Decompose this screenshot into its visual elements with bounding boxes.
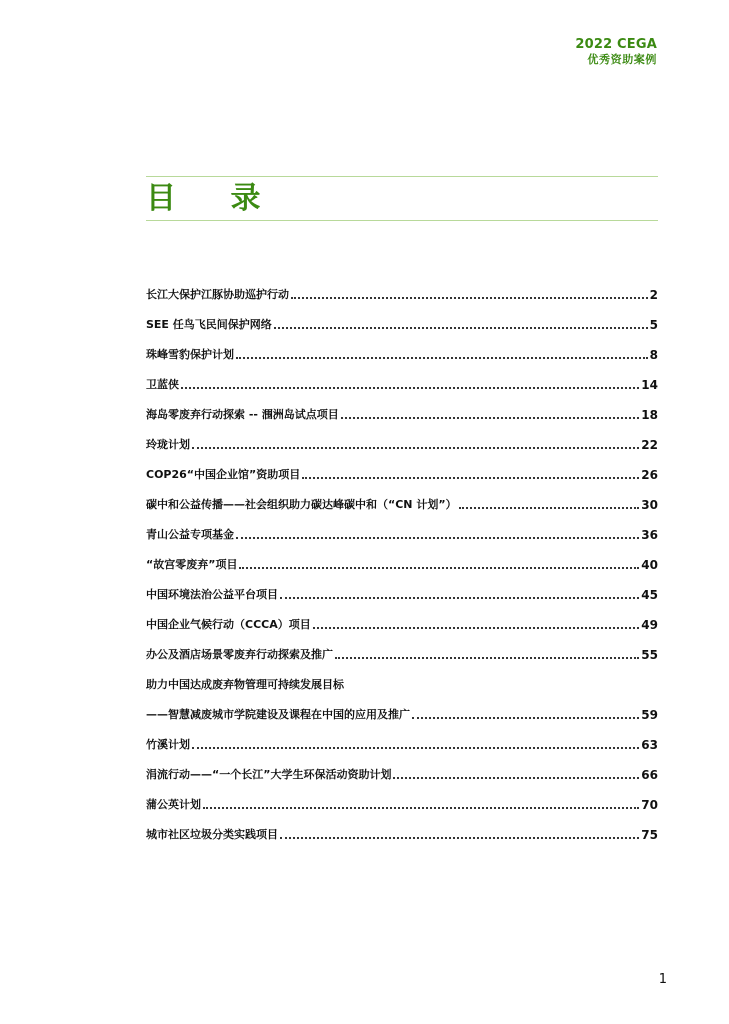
toc-leader-dots [236, 357, 648, 359]
toc-entry-page: 2 [649, 288, 658, 302]
page-number: 1 [658, 972, 667, 987]
toc-entry[interactable] [146, 786, 658, 816]
brand-title: 2022 CEGA [575, 37, 657, 52]
toc-entry[interactable] [146, 576, 658, 606]
toc-leader-dots [393, 777, 639, 779]
toc-entry-page: 14 [641, 378, 658, 392]
toc-entry-page: 18 [641, 408, 658, 422]
title-bottom-rule [146, 220, 658, 221]
toc-entry-page: 55 [641, 648, 658, 662]
toc-entry[interactable] [146, 816, 658, 846]
toc-entry-page: 63 [641, 738, 658, 752]
toc-leader-dots [192, 747, 639, 749]
toc-leader-dots [459, 507, 640, 509]
toc-entry[interactable] [146, 456, 658, 486]
toc-entry-page: 66 [641, 768, 658, 782]
table-of-contents [146, 276, 658, 846]
toc-entry[interactable] [146, 546, 658, 576]
toc-leader-dots [203, 807, 639, 809]
toc-leader-dots [236, 537, 639, 539]
toc-leader-dots [302, 477, 639, 479]
toc-leader-dots [412, 717, 639, 719]
toc-entry[interactable] [146, 516, 658, 546]
toc-entry[interactable] [146, 666, 658, 696]
toc-entry-title: 玲珑计划 [146, 438, 190, 451]
toc-entry-title: 海岛零废弃行动探索 -- 涠洲岛试点项目 [146, 408, 339, 421]
header-brand [575, 37, 657, 66]
toc-entry-page: 70 [641, 798, 658, 812]
toc-entry-title: 碳中和公益传播——社会组织助力碳达峰碳中和（“CN 计划”） [146, 498, 457, 511]
toc-entry-page: 45 [641, 588, 658, 602]
toc-entry[interactable] [146, 366, 658, 396]
toc-leader-dots [274, 327, 648, 329]
brand-subtitle: 优秀资助案例 [587, 52, 657, 66]
toc-entry-title: SEE 任鸟飞民间保护网络 [146, 318, 272, 331]
toc-entry[interactable] [146, 336, 658, 366]
toc-entry[interactable] [146, 306, 658, 336]
toc-entry[interactable] [146, 756, 658, 786]
toc-entry-title: 中国环境法治公益平台项目 [146, 588, 278, 601]
toc-entry-page: 22 [641, 438, 658, 452]
toc-entry-page: 40 [641, 558, 658, 572]
toc-entry-title: 办公及酒店场景零废弃行动探索及推广 [146, 648, 333, 661]
toc-entry[interactable] [146, 426, 658, 456]
toc-entry-title: 珠峰雪豹保护计划 [146, 348, 234, 361]
toc-entry-page: 49 [641, 618, 658, 632]
toc-entry-title: COP26“中国企业馆”资助项目 [146, 468, 301, 481]
toc-entry-title: 竹溪计划 [146, 738, 190, 751]
toc-entry-title: 长江大保护江豚协助巡护行动 [146, 288, 289, 301]
toc-entry-page: 36 [641, 528, 658, 542]
title-top-rule [146, 176, 658, 177]
toc-entry-title: 助力中国达成废弃物管理可持续发展目标 [146, 678, 344, 691]
toc-entry[interactable] [146, 486, 658, 516]
toc-entry[interactable] [146, 636, 658, 666]
toc-leader-dots [280, 597, 639, 599]
toc-entry-page: 75 [641, 828, 658, 842]
toc-entry-page: 26 [641, 468, 658, 482]
toc-entry[interactable] [146, 606, 658, 636]
toc-entry[interactable] [146, 726, 658, 756]
toc-leader-dots [341, 417, 640, 419]
page-title: 目 录 [146, 181, 283, 216]
toc-entry-title: 城市社区垃圾分类实践项目 [146, 828, 278, 841]
toc-entry-title: 蒲公英计划 [146, 798, 201, 811]
toc-leader-dots [239, 567, 639, 569]
toc-entry-page: 5 [649, 318, 658, 332]
toc-entry-title: 卫蓝侠 [146, 378, 179, 391]
toc-entry[interactable] [146, 696, 658, 726]
toc-entry-title: 青山公益专项基金 [146, 528, 234, 541]
toc-leader-dots [291, 297, 648, 299]
toc-entry[interactable] [146, 276, 658, 306]
toc-entry-title: 涓流行动——“一个长江”大学生环保活动资助计划 [146, 768, 392, 781]
toc-entry-title: 中国企业气候行动（CCCA）项目 [146, 618, 311, 631]
toc-entry-title: “故宫零废弃”项目 [146, 558, 238, 571]
toc-leader-dots [335, 657, 639, 659]
toc-leader-dots [313, 627, 640, 629]
toc-entry-page: 59 [641, 708, 658, 722]
toc-leader-dots [280, 837, 639, 839]
toc-entry-page: 30 [641, 498, 658, 512]
toc-entry[interactable] [146, 396, 658, 426]
toc-leader-dots [181, 387, 639, 389]
toc-leader-dots [192, 447, 639, 449]
toc-entry-page: 8 [649, 348, 658, 362]
toc-entry-title: ——智慧减废城市学院建设及课程在中国的应用及推广 [146, 708, 410, 721]
